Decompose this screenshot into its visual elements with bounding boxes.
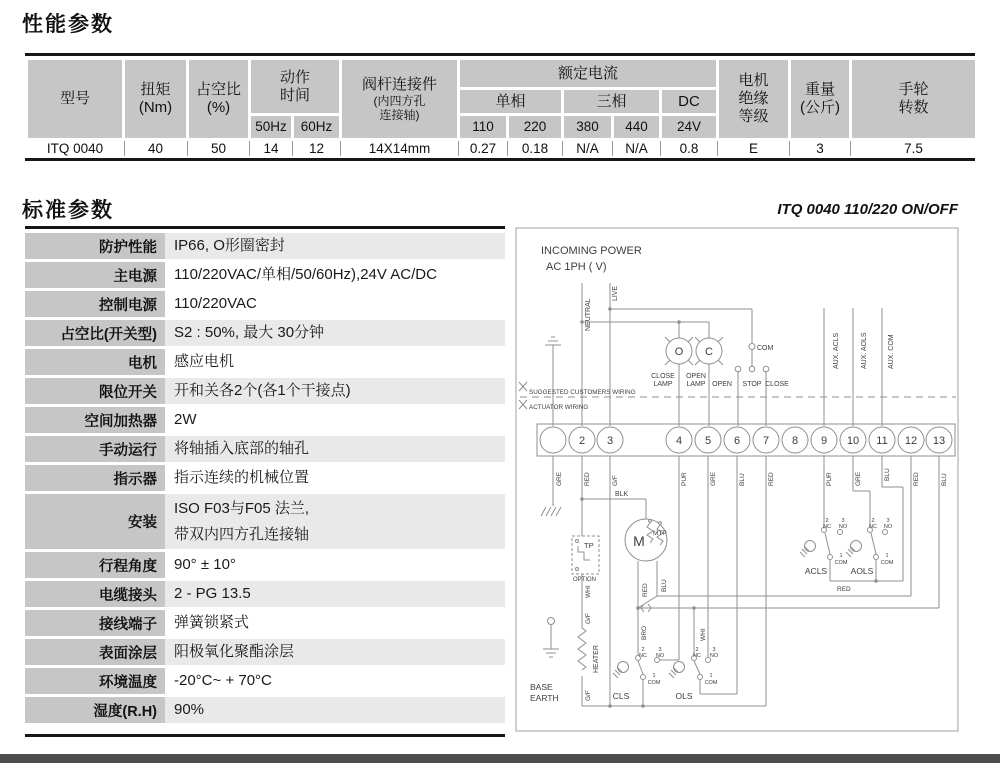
wiring-diagram-title: ITQ 0040 110/220 ON/OFF [777,201,958,218]
cell-duty: 50 [210,141,227,156]
col-header-110: 110 [460,116,506,138]
param-value: 2W [174,411,197,428]
close-button-icon [763,366,769,372]
wire-color: G/F [612,475,619,486]
svg-text:3: 3 [658,647,662,653]
param-value: 90° ± 10° [174,556,236,573]
aux-acls-label: AUX. ACLS [833,332,840,369]
wire-color: RED [642,583,649,597]
param-label: 占空比(开关型) [25,320,165,346]
param-label: 湿度(R.H) [25,697,165,723]
svg-text:OPEN: OPEN [686,373,706,380]
stop-button-icon [749,366,755,372]
col-header-440: 440 [614,116,659,138]
wire-color: RED [837,586,851,593]
col-header-24v: 24V [662,116,716,138]
col-header-stem: 阀杆连接件 (内四方孔 连接轴) [342,60,457,138]
svg-text:3: 3 [712,647,716,653]
svg-text:1: 1 [839,553,843,559]
cell-model: ITQ 0040 [46,141,104,156]
svg-text:NC: NC [823,524,831,530]
svg-text:1: 1 [885,553,889,559]
aols-label: AOLS [850,566,874,576]
cell-time-60hz: 12 [308,141,325,156]
heater-label: HEATER [593,645,600,673]
param-value: 开和关各2个(各1个干接点) [165,378,505,404]
svg-text:NC: NC [693,653,701,659]
param-label: 表面涂层 [25,639,165,665]
param-value: IP66, O形圈密封 [165,233,505,259]
param-label: 空间加热器 [25,407,165,433]
cell-current-440: N/A [625,141,648,156]
param-label: 手动运行 [25,436,165,462]
svg-text:NO: NO [709,653,719,659]
svg-text:2: 2 [871,518,875,524]
terminal-number: 3 [606,435,614,447]
param-label: 指示器 [25,465,165,491]
col-header-insulation: 电机 绝缘 等级 [719,60,788,138]
motor-letter: M [633,533,645,549]
terminal-number: 11 [876,435,888,447]
com-label: COM [757,345,774,352]
wire-color: PUR [826,472,833,486]
stop-button-label: STOP [742,381,762,388]
param-label: 电机 [25,349,165,375]
svg-text:NC: NC [639,653,647,659]
param-value: S2 : 50%, 最大 30分钟 [165,320,505,346]
wire-color: BLU [661,579,668,592]
param-label: 安装 [25,494,165,549]
svg-text:COM: COM [704,680,718,686]
terminal-number: 5 [704,435,712,447]
acls-label: ACLS [804,566,828,576]
col-header-handwheel: 手轮 转数 [852,60,975,138]
col-header-380: 380 [564,116,611,138]
mtp-label: MTP [653,530,667,537]
param-value: 将轴插入底部的轴孔 [165,436,505,462]
svg-text:LAMP: LAMP [653,381,673,388]
terminal-number: 10 [846,435,860,447]
incoming-phase-label: AC 1PH ( V) [546,261,607,273]
param-label: 行程角度 [25,552,165,578]
wire-color: WHI [585,585,592,598]
aux-aols-label: AUX. AOLS [861,332,868,369]
cell-time-50hz: 14 [263,141,279,156]
wire-color: WHI [700,628,707,641]
customers-wiring-label: SUGGESTED CUSTOMERS WIRING [529,389,636,396]
cell-torque: 40 [147,141,164,156]
page-footer-bar [0,754,1000,763]
wire-color: BLU [739,473,746,486]
tp-label: TP [584,541,594,550]
svg-text:1: 1 [652,673,656,679]
cell-current-110: 0.27 [469,141,497,156]
base-earth-label: BASE [530,682,553,692]
wire-color: RED [584,472,591,486]
std-section-title: 标准参数 [22,199,114,222]
param-value: 指示连续的机械位置 [174,469,310,486]
param-value: ISO F03与F05 法兰, 带双内四方孔连接轴 [165,494,505,549]
param-value: 90% [165,697,505,723]
aux-com-label: AUX. COM [888,334,895,369]
cell-current-380: N/A [576,141,599,156]
wire-color: GRE [710,471,717,486]
close-button-label: CLOSE [765,381,789,388]
param-label: 限位开关 [25,378,165,404]
terminal-strip [540,427,952,453]
svg-text:1: 1 [709,673,713,679]
svg-text:3: 3 [841,518,845,524]
param-value: 110/220VAC [174,295,257,312]
blk-label: BLK [615,491,629,498]
option-label: OPTION [573,577,597,583]
cell-current-220: 0.18 [521,141,549,156]
param-value: 2 - PG 13.5 [165,581,505,607]
param-value: 感应电机 [174,353,235,370]
col-header-model: 型号 [28,60,122,138]
cls-label: CLS [612,691,630,701]
col-header-50hz: 50Hz [251,116,291,138]
cell-handwheel: 7.5 [904,141,923,156]
terminal-number: 13 [932,435,946,447]
svg-text:CLOSE: CLOSE [651,373,675,380]
svg-text:2: 2 [825,518,829,524]
terminal-earth [540,427,566,453]
param-value: 110/220VAC/单相/50/60Hz),24V AC/DC [174,266,437,283]
wire-color: GRE [855,471,862,486]
cell-insulation: E [748,141,758,156]
param-label: 防护性能 [25,233,165,259]
svg-text:NO: NO [883,524,893,530]
terminal-number: 7 [762,435,770,447]
svg-text:2: 2 [695,647,699,653]
wire-color: GRE [556,471,563,486]
col-header-dc: DC [662,90,716,113]
col-header-rated-current: 额定电流 [460,60,716,87]
svg-text:COM: COM [880,560,894,566]
col-header-three-phase: 三相 [564,90,659,113]
terminal-number: 6 [733,435,741,447]
terminal-number: 9 [820,435,828,447]
svg-text:3: 3 [886,518,890,524]
open-button-label: OPEN [712,381,732,388]
wire-color: G/F [585,613,592,624]
svg-text:2: 2 [641,647,645,653]
open-lamp-letter: C [705,346,713,358]
wire-color: BRO [641,625,648,640]
svg-text:COM: COM [647,680,661,686]
close-lamp-letter: O [674,346,684,358]
wire-color: BLU [941,473,948,486]
svg-text:NO: NO [838,524,848,530]
terminal-number: 8 [791,435,799,447]
param-label: 电缆接头 [25,581,165,607]
terminal-number: 4 [675,435,683,447]
perf-section-title: 性能参数 [22,13,114,36]
svg-text:NO: NO [655,653,665,659]
com-contact-icon [749,344,755,350]
base-earth-label: EARTH [530,693,559,703]
open-button-icon [735,366,741,372]
wire-color: RED [913,472,920,486]
col-header-220: 220 [509,116,561,138]
param-label: 主电源 [25,262,165,288]
neutral-label: NEUTRAL [585,298,592,331]
param-value: 阳极氧化聚酯涂层 [165,639,505,665]
diagram-text [529,245,948,703]
col-header-single-phase: 单相 [460,90,561,113]
incoming-power-label: INCOMING POWER [541,245,642,257]
param-label: 接线端子 [25,610,165,636]
param-value: 弹簧锁紧式 [174,614,250,631]
terminal-number: 12 [904,435,918,447]
col-header-60hz: 60Hz [294,116,339,138]
terminal-number: 2 [578,435,586,447]
cell-stem: 14X14mm [368,141,431,156]
wire-color: G/F [585,690,592,701]
col-header-torque: 扭矩 (Nm) [125,60,186,138]
svg-text:NC: NC [869,524,877,530]
col-header-duty: 占空比 (%) [189,60,248,138]
wire-color: PUR [681,472,688,486]
svg-text:LAMP: LAMP [686,381,706,388]
cell-current-dc: 0.8 [679,141,699,156]
col-header-operating-time: 动作 时间 [251,60,339,113]
svg-text:COM: COM [834,560,848,566]
cell-weight: 3 [816,141,824,156]
wire-color: RED [768,472,775,486]
param-label: 控制电源 [25,291,165,317]
wire-color: BLU [884,468,891,481]
param-label: 环境温度 [25,668,165,694]
col-header-weight: 重量 (公斤) [791,60,849,138]
ols-label: OLS [675,691,693,701]
live-label: LIVE [612,285,619,301]
actuator-wiring-label: ACTUATOR WIRING [529,404,589,411]
param-value: -20°C~ + 70°C [174,672,272,689]
